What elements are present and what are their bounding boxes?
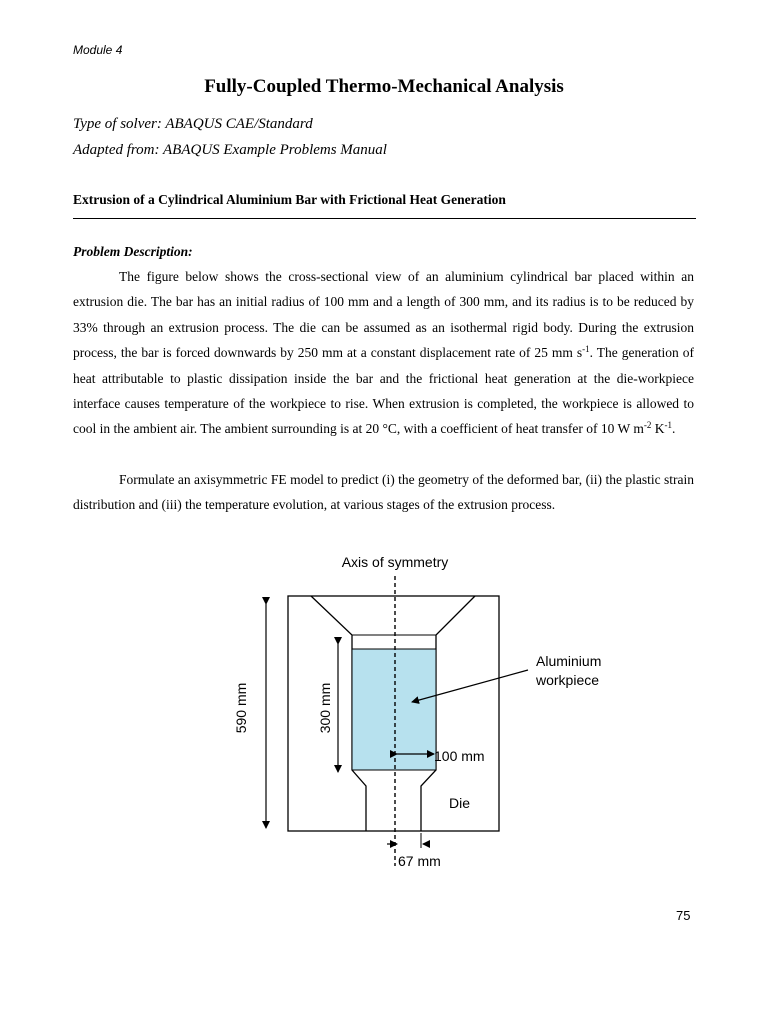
exit-radius-label: 67 mm — [398, 853, 441, 869]
radius-label: 100 mm — [434, 748, 485, 764]
adapted-from: Adapted from: ABAQUS Example Problems Manual — [73, 142, 387, 158]
para1-text-c: K — [651, 421, 665, 437]
section-subtitle: Extrusion of a Cylindrical Aluminium Bar with Frictional Heat Generation — [73, 192, 506, 207]
solver-type: Type of solver: ABAQUS CAE/Standard — [73, 116, 313, 132]
para1-sup-b: -2 — [643, 420, 652, 431]
module-label: Module 4 — [73, 43, 123, 57]
extrusion-die-figure — [220, 546, 602, 876]
para1-sup-a: -1 — [582, 344, 590, 355]
aluminium-workpiece — [352, 649, 436, 770]
problem-paragraph-2 — [73, 467, 694, 518]
divider — [73, 218, 696, 219]
material-label-line1: Aluminium — [536, 653, 602, 669]
para1-text-d: . — [672, 421, 676, 437]
page-number: 75 — [676, 908, 691, 923]
page-title: Fully-Coupled Thermo-Mechanical Analysis — [204, 76, 564, 97]
problem-paragraph-1 — [73, 264, 694, 442]
para1-sup-c: -1 — [664, 420, 673, 431]
para1-text-a: The figure below shows the cross-sectional view of an aluminium cylindrical bar placed within an extrusion die. The bar has an initial radius of 100 mm and a length of 300 mm, and its radius is to be reduced by 33% through an extrusion process. The die can be assumed as an isothermal rigid body. During the extrusion process, the bar is forced downwards by 250 mm at a constant displacement rate of 25 mm s — [73, 269, 694, 361]
height-dimension-label: 590 mm — [233, 682, 249, 734]
length-dimension-label: 300 mm — [317, 682, 333, 734]
para1-text-b: . The generation of heat attributable to plastic dissipation inside the bar and the frictional heat generation at the die-workpiece interface causes temperature of the workpiece to rise. When extrusion is completed, the workpiece is allowed to cool in the ambient air. The ambient surrounding is at 20 °C, with a coefficient of heat transfer of 10 W m — [73, 345, 694, 437]
problem-heading: Problem Description: — [73, 244, 193, 259]
material-label-line2: workpiece — [536, 672, 600, 688]
die-label: Die — [449, 795, 471, 811]
axis-label: Axis of symmetry — [341, 554, 449, 570]
para2-text: Formulate an axisymmetric FE model to predict (i) the geometry of the deformed bar, (ii) the plastic strain distribution and (iii) the temperature evolution, at various stages of the extrusion process. — [73, 472, 694, 513]
